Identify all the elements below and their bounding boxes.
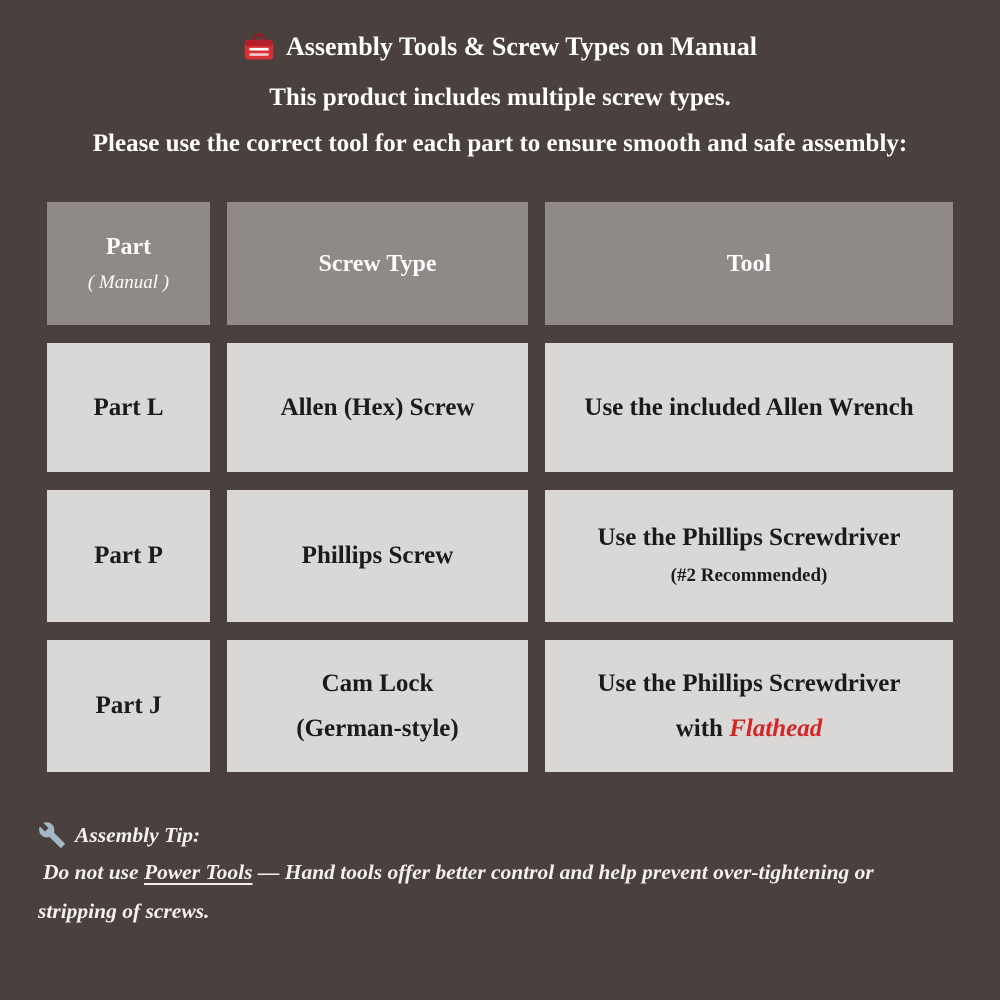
assembly-tip-line-1 (38, 857, 968, 887)
header-cell-screw-type (227, 202, 528, 325)
part-l-label: Part L (93, 393, 164, 421)
screw-tool-table (47, 202, 953, 772)
part-p-screw-cell (227, 490, 528, 622)
part-j-tool-line2-prefix: with (675, 715, 730, 742)
subtitle-line-1: This product includes multiple screw types. (269, 84, 731, 111)
part-j-screw-cell (227, 640, 528, 772)
tip-text-suffix: — Hand tools offer better control and help prevent over-tightening or (252, 860, 874, 884)
part-column-label: Part (105, 233, 152, 260)
part-j-tool-line2 (676, 706, 823, 751)
part-j-cell (47, 640, 210, 772)
assembly-tip-heading: Assembly Tip: (75, 823, 201, 847)
part-column-sublabel: ( Manual ) (87, 271, 170, 293)
wrench-icon (38, 821, 66, 849)
part-j-tool-cell (545, 640, 953, 772)
assembly-tip-line-2: stripping of screws. (38, 899, 210, 923)
assembly-tip-heading-row (38, 820, 968, 850)
tip-text-prefix: Do not use (43, 860, 144, 884)
part-l-tool: Use the included Allen Wrench (584, 393, 914, 421)
part-j-label: Part J (95, 692, 162, 719)
assembly-tip-section (38, 820, 968, 926)
part-l-screw-type: Allen (Hex) Screw (280, 393, 475, 421)
part-l-screw-cell (227, 343, 528, 472)
subtitle-line-2: Please use the correct tool for each part to ensure smooth and safe assembly: (92, 130, 908, 157)
power-tools-underlined: Power Tools (143, 860, 253, 884)
part-p-cell (47, 490, 210, 622)
part-p-tool: Use the Phillips Screwdriver (597, 524, 901, 551)
part-p-tool-cell (545, 490, 953, 622)
part-j-screw-type-line2: (German-style) (296, 715, 459, 742)
part-l-cell (47, 343, 210, 472)
toolbox-icon (243, 32, 275, 62)
tool-column-label: Tool (726, 250, 772, 277)
page-title-row (0, 32, 1000, 62)
header-cell-part (47, 202, 210, 325)
part-p-screw-type: Phillips Screw (301, 542, 454, 569)
part-j-screw-type-line1: Cam Lock (321, 670, 434, 697)
part-l-tool-cell (545, 343, 953, 472)
part-p-tool-note: (#2 Recommended) (670, 565, 828, 586)
flathead-highlight: Flathead (729, 715, 823, 742)
screw-type-column-label: Screw Type (318, 250, 437, 277)
part-p-label: Part P (94, 542, 163, 569)
header-cell-tool (545, 202, 953, 325)
page-title: Assembly Tools & Screw Types on Manual (286, 32, 757, 61)
part-j-tool-line1: Use the Phillips Screwdriver (597, 670, 901, 697)
